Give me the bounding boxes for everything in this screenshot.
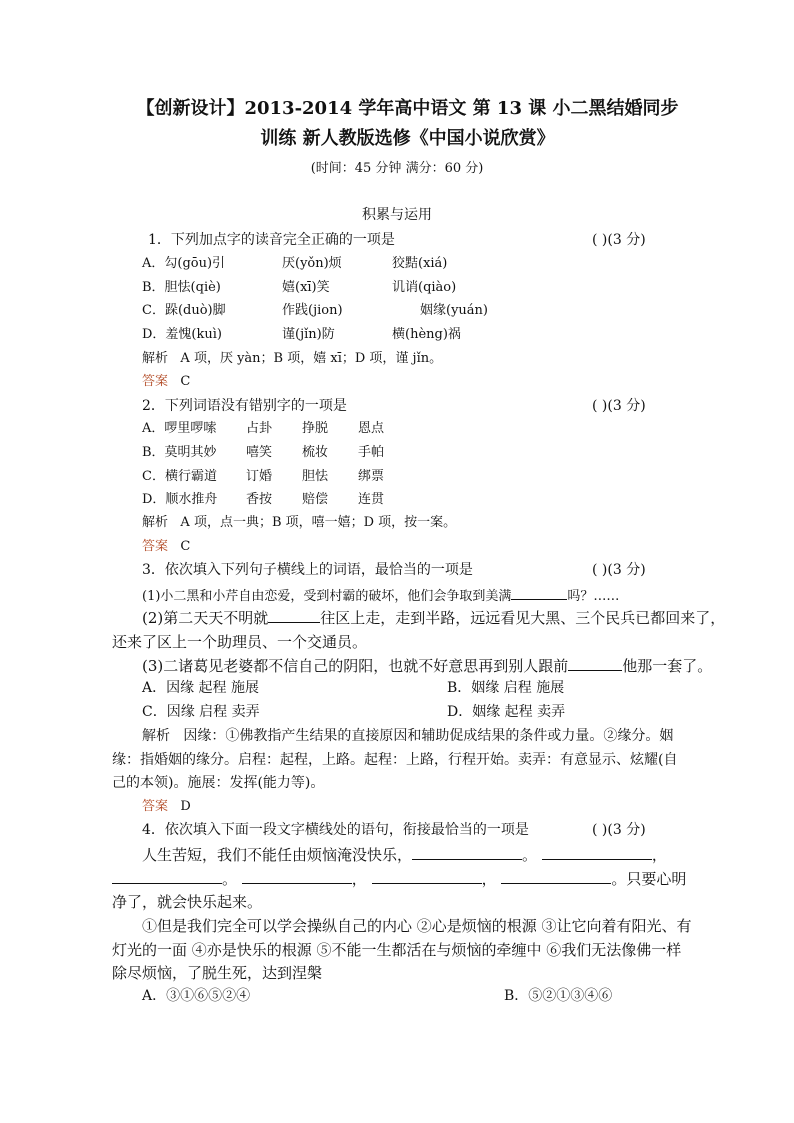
- q4-blank-2[interactable]: [542, 845, 652, 860]
- q3-analysis-line-1: [142, 727, 673, 745]
- answer-label: 答案: [142, 539, 169, 554]
- analysis-text: 因缘：①佛教指产生结果的直接原因和辅助促成结果的条件或力量。②缘分。姻: [183, 728, 674, 744]
- q1-c-3: 姻缘(yuán): [420, 303, 488, 318]
- q3-sentence-1: [142, 585, 619, 606]
- q4-p1: 人生苦短，我们不能任由烦恼淹没快乐，: [142, 846, 413, 864]
- q4-sep-5: ，: [481, 870, 497, 888]
- q1-b-1: B．胆怯(qiè): [142, 280, 221, 295]
- analysis-text: A 项，厌 yàn；B 项，嬉 xī；D 项，谨 jǐn。: [180, 351, 443, 366]
- q2-score: ( )(3 分): [592, 398, 646, 414]
- q1-stem: 1．下列加点字的读音完全正确的一项是: [148, 232, 395, 248]
- q3-s3-text-b: 他那一套了。: [622, 657, 713, 675]
- time-info: (时间：45 分钟 满分：60 分): [310, 161, 484, 176]
- q3-s1-text-b: 吗？……: [567, 589, 620, 604]
- q2-a-3: 挣脱: [302, 421, 329, 436]
- q4-choices-line-3: 除尽烦恼，了脱生死，达到涅槃: [112, 964, 323, 982]
- answer-value: C: [180, 539, 191, 554]
- q1-a-3: 狡黠(xiá): [392, 256, 448, 271]
- q2-d-3: 赔偿: [302, 492, 329, 507]
- analysis-label: 解析: [142, 351, 169, 366]
- q2-d-1: D．顺水推舟: [142, 492, 218, 507]
- q4-sep-3: 。: [222, 870, 238, 888]
- q2-c-3: 胆怯: [302, 469, 329, 484]
- q2-a-4: 恩点: [358, 421, 385, 436]
- q2-a-1: A．啰里啰嗦: [142, 421, 217, 436]
- q4-option-a: A．③①⑥⑤②④: [142, 988, 251, 1004]
- q1-c-1: C．跺(duò)脚: [142, 303, 226, 318]
- q1-a-1: A．勾(gōu)引: [142, 256, 226, 271]
- q2-d-4: 连贯: [358, 492, 385, 507]
- q1-a-2: 厌(yǒn)烦: [282, 256, 342, 271]
- q3-option-c: C．因缘 启程 卖弄: [142, 704, 260, 720]
- q3-blank-3[interactable]: [568, 656, 622, 671]
- q3-option-d: D．姻缘 起程 卖弄: [447, 704, 566, 720]
- q3-s2-text-b: 往区上走，走到半路，远远看见大黑、三个民兵已都回来了，: [320, 609, 726, 627]
- analysis-label: 解析: [142, 515, 169, 530]
- q1-b-3: 讥诮(qiào): [392, 280, 457, 295]
- q1-d-2: 谨(jǐn)防: [282, 327, 335, 342]
- q3-sentence-3: [142, 656, 712, 676]
- q1-d-3: 横(hèng)祸: [392, 327, 461, 342]
- q3-option-a: A．因缘 起程 施展: [142, 680, 260, 696]
- q2-b-3: 梳妆: [302, 445, 329, 460]
- analysis-label: 解析: [142, 728, 170, 744]
- answer-value: C: [180, 374, 191, 389]
- q3-analysis-line-2: 缘：指婚姻的缘分。启程：起程，上路。起程：上路，行程开始。卖弄：有意显示、炫耀(自: [112, 752, 678, 768]
- q2-answer: [142, 538, 190, 556]
- q4-blank-1[interactable]: [412, 845, 522, 860]
- analysis-text: A 项，点一典；B 项，嘻一嬉；D 项，按一案。: [180, 515, 457, 530]
- q3-s1-text-a: (1)小二黑和小芹自由恋爱，受到村霸的破坏，他们会争取到美满: [142, 589, 512, 604]
- q2-c-4: 绑票: [358, 469, 385, 484]
- title-line-1: 【创新设计】2013-2014 学年高中语文 第 13 课 小二黑结婚同步: [136, 98, 679, 119]
- q2-d-2: 香按: [246, 492, 273, 507]
- q4-passage-line-3: 净了，就会快乐起来。: [112, 893, 263, 911]
- answer-label: 答案: [142, 374, 169, 389]
- q4-blank-3[interactable]: [112, 869, 222, 884]
- q4-passage-line-1: [142, 845, 667, 865]
- q4-sep-1: 。: [522, 846, 538, 864]
- q4-choices-line-1: ①但是我们完全可以学会操纵自己的内心 ②心是烦恼的根源 ③让它向着有阳光、有: [142, 917, 692, 935]
- q1-c-2: 作践(jion): [282, 303, 343, 318]
- q1-analysis: [142, 350, 442, 368]
- q3-blank-2[interactable]: [268, 608, 320, 623]
- q3-s2-text-c: 还来了区上一个助理员、一个交通员。: [112, 633, 368, 651]
- q3-sentence-2: [142, 608, 725, 628]
- q4-blank-5[interactable]: [372, 869, 482, 884]
- q4-blank-4[interactable]: [242, 869, 352, 884]
- q1-b-2: 嬉(xī)笑: [282, 280, 330, 295]
- q4-passage-line-2: [112, 869, 686, 889]
- q1-answer: [142, 373, 190, 391]
- q2-c-2: 订婚: [246, 469, 273, 484]
- q4-p3: 。只要心明: [611, 870, 687, 888]
- q3-score: ( )(3 分): [592, 562, 646, 578]
- q3-s2-text-a: (2)第二天天不明就: [142, 609, 269, 627]
- q4-sep-4: ，: [351, 870, 367, 888]
- title-line-2: 训练 新人教版选修《中国小说欣赏》: [260, 128, 555, 149]
- q4-blank-6[interactable]: [501, 869, 611, 884]
- answer-label: 答案: [142, 799, 169, 814]
- q2-c-1: C．横行霸道: [142, 469, 217, 484]
- q4-sep-2: ，: [651, 846, 667, 864]
- q3-s3-text-a: (3)二诸葛见老婆都不信自己的阴阳，也就不好意思再到别人跟前: [142, 657, 569, 675]
- q2-a-2: 占卦: [246, 421, 273, 436]
- q4-choices-line-2: 灯光的一面 ④亦是快乐的根源 ⑤不能一生都活在与烦恼的牵缠中 ⑥我们无法像佛一样: [112, 941, 682, 959]
- q3-answer: [142, 798, 191, 816]
- q3-blank-1[interactable]: [511, 585, 567, 600]
- q1-d-1: D．羞愧(kuì): [142, 327, 222, 342]
- q1-score: ( )(3 分): [592, 232, 646, 248]
- q2-b-2: 嘻笑: [246, 445, 273, 460]
- q4-option-b: B．⑤②①③④⑥: [504, 988, 613, 1004]
- q3-option-b: B．姻缘 启程 施展: [447, 680, 565, 696]
- q4-score: ( )(3 分): [592, 822, 646, 838]
- q3-stem: 3．依次填入下列句子横线上的词语，最恰当的一项是: [142, 562, 473, 578]
- q2-b-4: 手帕: [358, 445, 385, 460]
- q2-stem: 2．下列词语没有错别字的一项是: [142, 398, 347, 414]
- q3-analysis-line-3: 己的本领)。施展：发挥(能力等)。: [112, 775, 325, 791]
- section-heading: 积累与运用: [362, 207, 432, 223]
- q4-stem: 4．依次填入下面一段文字横线处的语句，衔接最恰当的一项是: [142, 822, 529, 838]
- q2-analysis: [142, 514, 456, 532]
- q2-b-1: B．莫明其妙: [142, 445, 217, 460]
- answer-value: D: [180, 799, 191, 814]
